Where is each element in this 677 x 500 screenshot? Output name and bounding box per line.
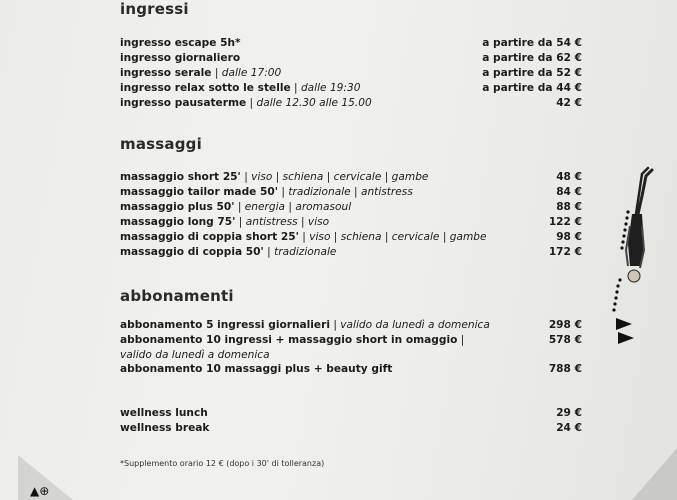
list-item <box>120 51 582 66</box>
item-name: wellness lunch <box>120 407 208 419</box>
item-detail: dalle 12.30 alle 15.00 <box>256 97 372 109</box>
item-price: 29 € <box>556 407 582 419</box>
item-detail: energia | aromasoul <box>244 201 352 213</box>
item-name: abbonamento 5 ingressi giornalieri <box>120 319 330 331</box>
list-item: ingresso serale | dalle 17:00 a partire da 52 € <box>120 67 582 79</box>
item-detail: dalle 17:00 <box>221 67 282 79</box>
item-detail: viso | schiena | cervicale | gambe <box>309 231 487 243</box>
diver-illustration <box>606 166 656 346</box>
item-name: massaggio long 75' <box>120 216 236 228</box>
item-name: ingresso escape 5h* <box>120 37 241 49</box>
list-item: massaggio plus 50' | energia | aromasoul 88 € <box>120 201 582 213</box>
item-detail: valido da lunedì a domenica <box>340 319 490 331</box>
logo-mark: ▲⊕ <box>30 484 50 498</box>
item-price: 122 € <box>548 216 582 228</box>
item-name: ingresso pausaterme <box>120 97 247 109</box>
item-detail: antistress | viso <box>245 216 330 228</box>
item-name: massaggio di coppia short 25' <box>120 231 299 243</box>
item-name: ingresso serale <box>120 67 212 79</box>
section-title-abbonamenti: abbonamenti <box>120 287 234 305</box>
item-price: 578 € <box>548 334 582 346</box>
list-item: abbonamento 10 ingressi + massaggio short in omaggio | 578 € <box>120 334 582 346</box>
item-name: massaggio plus 50' <box>120 201 235 213</box>
item-price: 172 € <box>548 246 582 258</box>
list-item <box>120 348 582 363</box>
item-price: 24 € <box>556 422 582 434</box>
list-item <box>120 36 582 51</box>
item-name: ingresso relax sotto le stelle <box>120 82 291 94</box>
item-name: abbonamento 10 ingressi + massaggio short in omaggio <box>120 334 458 346</box>
item-price: 42 € <box>556 97 582 109</box>
list-item: ingresso pausaterme | dalle 12.30 alle 15.00 42 € <box>120 97 582 109</box>
item-price: 84 € <box>556 186 582 198</box>
item-price: a partire da 44 € <box>482 82 582 94</box>
list-item: ingresso relax sotto le stelle | dalle 19:30 a partire da 44 € <box>120 82 582 94</box>
arrow-down-icon <box>616 318 632 330</box>
list-item <box>120 406 582 421</box>
item-name: ingresso giornaliero <box>120 52 241 64</box>
list-item: massaggio tailor made 50' | tradizionale | antistress 84 € <box>120 186 582 198</box>
item-price: a partire da 54 € <box>482 37 582 49</box>
item-name: abbonamento 10 massaggi plus + beauty gift <box>120 363 393 375</box>
item-detail: viso | schiena | cervicale | gambe <box>251 171 429 183</box>
item-name: massaggio di coppia 50' <box>120 246 264 258</box>
item-price: 298 € <box>548 319 582 331</box>
list-item: massaggio di coppia short 25' | viso | schiena | cervicale | gambe 98 € <box>120 231 582 243</box>
item-detail: tradizionale <box>274 246 337 258</box>
item-price: a partire da 52 € <box>482 67 582 79</box>
list-item <box>120 362 582 377</box>
list-item: abbonamento 5 ingressi giornalieri | valido da lunedì a domenica 298 € <box>120 319 582 331</box>
item-detail: tradizionale | antistress <box>288 186 413 198</box>
section-title-massaggi: massaggi <box>120 135 202 153</box>
list-item <box>120 421 582 436</box>
item-detail: valido da lunedì a domenica <box>120 349 270 361</box>
item-price: 98 € <box>556 231 582 243</box>
item-price: 788 € <box>548 363 582 375</box>
item-name: massaggio tailor made 50' <box>120 186 279 198</box>
list-item: massaggio long 75' | antistress | viso 122 € <box>120 216 582 228</box>
item-price: 88 € <box>556 201 582 213</box>
item-name: wellness break <box>120 422 210 434</box>
item-detail: dalle 19:30 <box>300 82 361 94</box>
item-price: a partire da 62 € <box>482 52 582 64</box>
item-price: 48 € <box>556 171 582 183</box>
item-name: massaggio short 25' <box>120 171 241 183</box>
list-item: massaggio short 25' | viso | schiena | cervicale | gambe 48 € <box>120 171 582 183</box>
footnote: *Supplemento orario 12 € (dopo i 30' di tolleranza) <box>120 459 325 468</box>
section-title-ingressi: ingressi <box>120 0 189 18</box>
corner-decoration-right <box>632 448 677 500</box>
list-item: massaggio di coppia 50' | tradizionale 172 € <box>120 246 582 258</box>
